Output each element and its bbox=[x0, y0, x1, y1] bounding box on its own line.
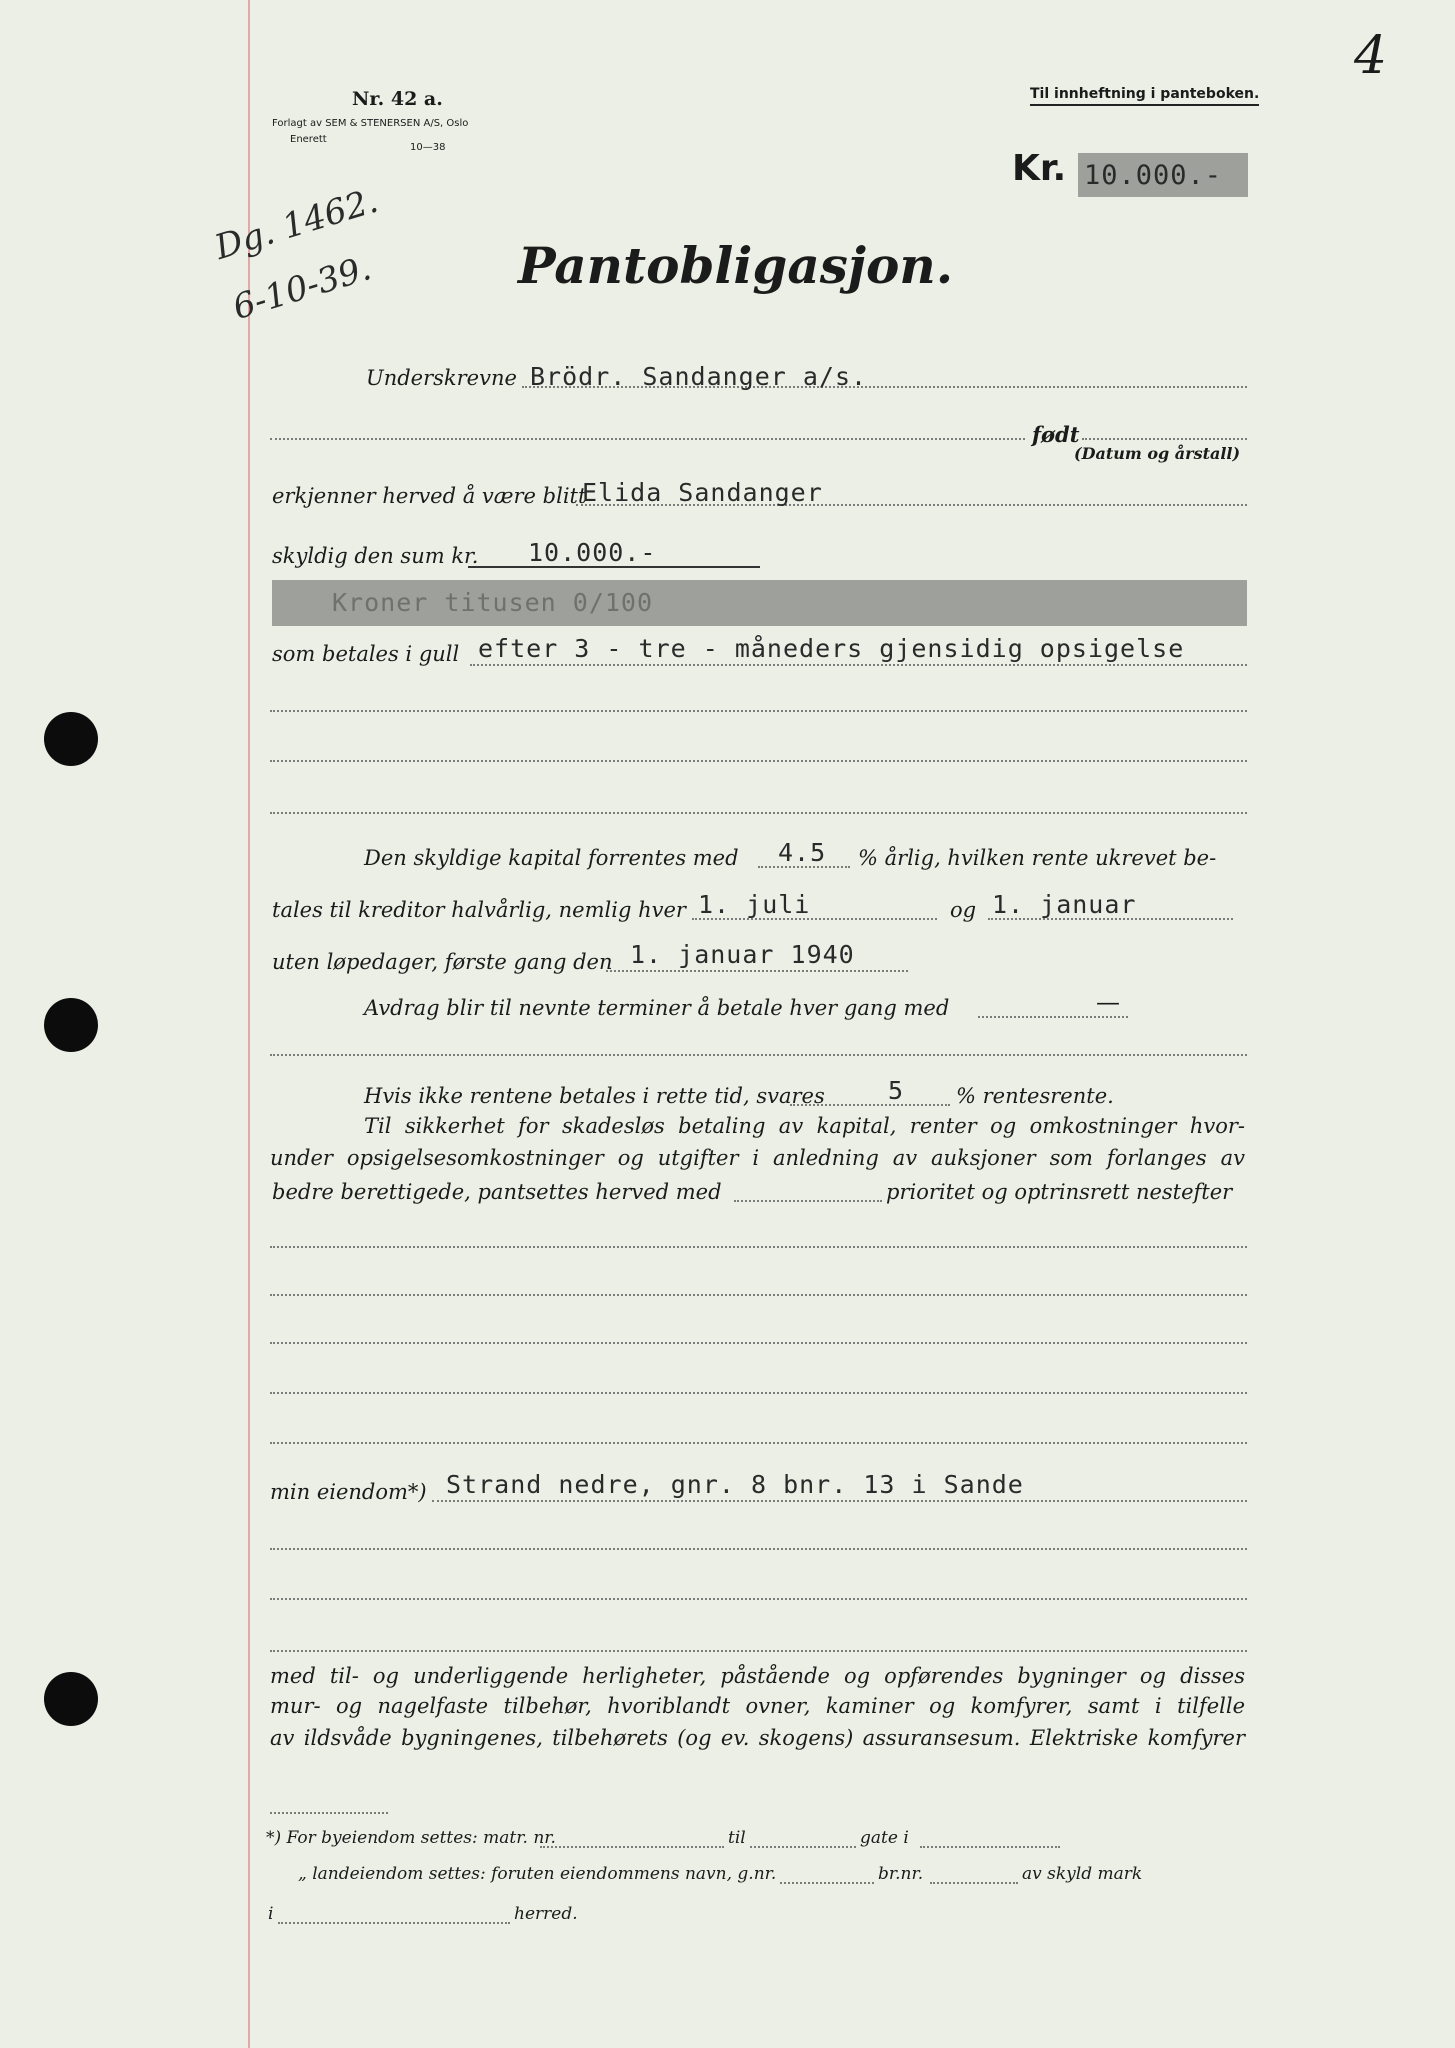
underline bbox=[270, 1598, 1247, 1600]
underline bbox=[470, 664, 1247, 666]
closing-text: mur- og nagelfaste tilbehør, hvoriblandt ovner, kaminer og komfyrer, samt i tilfelle bbox=[270, 1694, 1245, 1718]
installment-value: — bbox=[1096, 988, 1120, 1016]
interest-text: tales til kreditor halvårlig, nemlig hver bbox=[272, 898, 686, 922]
penalty-rate: 5 bbox=[888, 1076, 905, 1105]
underline bbox=[540, 1846, 724, 1848]
first-payment-date: 1. januar 1940 bbox=[630, 940, 855, 969]
underline bbox=[270, 760, 1247, 762]
interest-rate: 4.5 bbox=[778, 838, 827, 867]
underline bbox=[270, 1442, 1247, 1444]
interest-text: % årlig, hvilken rente ukrevet be- bbox=[858, 846, 1217, 870]
property-value: Strand nedre, gnr. 8 bnr. 13 i Sande bbox=[446, 1470, 1024, 1499]
amount-value: 10.000.- bbox=[1084, 160, 1223, 191]
underline bbox=[270, 1548, 1247, 1550]
underline bbox=[270, 1650, 1247, 1652]
sum-value: 10.000.- bbox=[528, 538, 657, 567]
page-title: Pantobligasjon. bbox=[518, 236, 954, 295]
underline bbox=[432, 1500, 1247, 1502]
interest-text: Den skyldige kapital forrentes med bbox=[364, 846, 739, 870]
installment-text: Avdrag blir til nevnte terminer å betale hver gang med bbox=[364, 996, 950, 1020]
footnote-text: *) For byeiendom settes: matr. nr. bbox=[266, 1828, 556, 1848]
undersigned-value: Brödr. Sandanger a/s. bbox=[530, 362, 868, 391]
security-text: Til sikkerhet for skadesløs betaling av kapital, renter og omkostninger hvor- bbox=[364, 1114, 1245, 1138]
publisher-rights: Enerett bbox=[290, 134, 327, 145]
form-number: Nr. 42 a. bbox=[352, 88, 443, 110]
undersigned-label: Underskrevne bbox=[366, 366, 517, 390]
registration-number: Dg. 1462. bbox=[210, 180, 383, 268]
penalty-text: Hvis ikke rentene betales i rette tid, svares bbox=[364, 1084, 825, 1108]
underline bbox=[734, 1200, 882, 1202]
registration-date: 6-10-39. bbox=[228, 248, 376, 328]
underline bbox=[920, 1846, 1060, 1848]
underline bbox=[278, 1922, 510, 1924]
penalty-text: % rentesrente. bbox=[956, 1084, 1114, 1108]
amount-prefix: Kr. bbox=[1012, 148, 1067, 189]
footnote-text: gate i bbox=[860, 1828, 909, 1848]
born-label: født bbox=[1032, 422, 1080, 447]
underline bbox=[270, 1054, 1247, 1056]
security-text: prioritet og optrinsrett nestefter bbox=[886, 1180, 1233, 1204]
born-hint: (Datum og årstall) bbox=[1074, 444, 1241, 463]
publisher-date: 10—38 bbox=[410, 142, 446, 153]
underline bbox=[270, 1392, 1247, 1394]
underline bbox=[270, 710, 1247, 712]
footnote-text: av skyld mark bbox=[1022, 1864, 1143, 1884]
registration-stamp-date bbox=[228, 248, 375, 328]
closing-text: av ildsvåde bygningenes, tilbehørets (og ev. skogens) assuransesum. Elektriske komfyrer bbox=[270, 1726, 1245, 1750]
underline bbox=[270, 1246, 1247, 1248]
underline bbox=[270, 1342, 1247, 1344]
interest-date-2: 1. januar bbox=[992, 890, 1137, 919]
amount-in-words: Kroner titusen 0/100 bbox=[332, 588, 654, 617]
punch-hole bbox=[44, 1672, 98, 1726]
footnote-rule bbox=[270, 1812, 388, 1814]
underline bbox=[606, 970, 908, 972]
footnote-text: br.nr. bbox=[878, 1864, 924, 1884]
security-text: bedre berettigede, pantsettes herved med bbox=[272, 1180, 722, 1204]
property-label: min eiendom*) bbox=[270, 1480, 427, 1504]
footnote-text: i bbox=[268, 1904, 274, 1924]
acknowledge-label: erkjenner herved å være blitt bbox=[272, 484, 587, 508]
footnote-text: herred. bbox=[514, 1904, 578, 1924]
page-number: 4 bbox=[1354, 26, 1388, 86]
underline bbox=[750, 1846, 856, 1848]
creditor-value: Elida Sandanger bbox=[582, 478, 823, 507]
security-text: under opsigelsesomkostninger og utgifter i anledning av auksjoner som forlanges av bbox=[270, 1146, 1245, 1170]
sum-label: skyldig den sum kr. bbox=[272, 544, 479, 568]
punch-hole bbox=[44, 998, 98, 1052]
underline bbox=[1082, 438, 1247, 440]
underline bbox=[780, 1882, 874, 1884]
underline bbox=[930, 1882, 1018, 1884]
underline bbox=[790, 1104, 950, 1106]
closing-text: med til- og underliggende herligheter, påstående og opførendes bygninger og disses bbox=[270, 1664, 1245, 1688]
underline bbox=[978, 1016, 1128, 1018]
publisher-line: Forlagt av SEM & STENERSEN A/S, Oslo bbox=[272, 118, 469, 129]
underline bbox=[270, 1294, 1247, 1296]
underline bbox=[270, 812, 1247, 814]
gold-label: som betales i gull bbox=[272, 642, 460, 666]
interest-date-1: 1. juli bbox=[698, 890, 811, 919]
punch-hole bbox=[44, 712, 98, 766]
interest-text: uten løpedager, første gang den bbox=[272, 950, 613, 974]
interest-text: og bbox=[950, 898, 977, 922]
payment-terms: efter 3 - tre - måneders gjensidig opsigelse bbox=[478, 634, 1185, 663]
underline bbox=[270, 438, 1025, 440]
binding-note: Til innheftning i panteboken. bbox=[1030, 86, 1259, 106]
footnote-text: til bbox=[728, 1828, 746, 1848]
footnote-text: „ landeiendom settes: foruten eiendommens navn, g.nr. bbox=[298, 1864, 777, 1884]
